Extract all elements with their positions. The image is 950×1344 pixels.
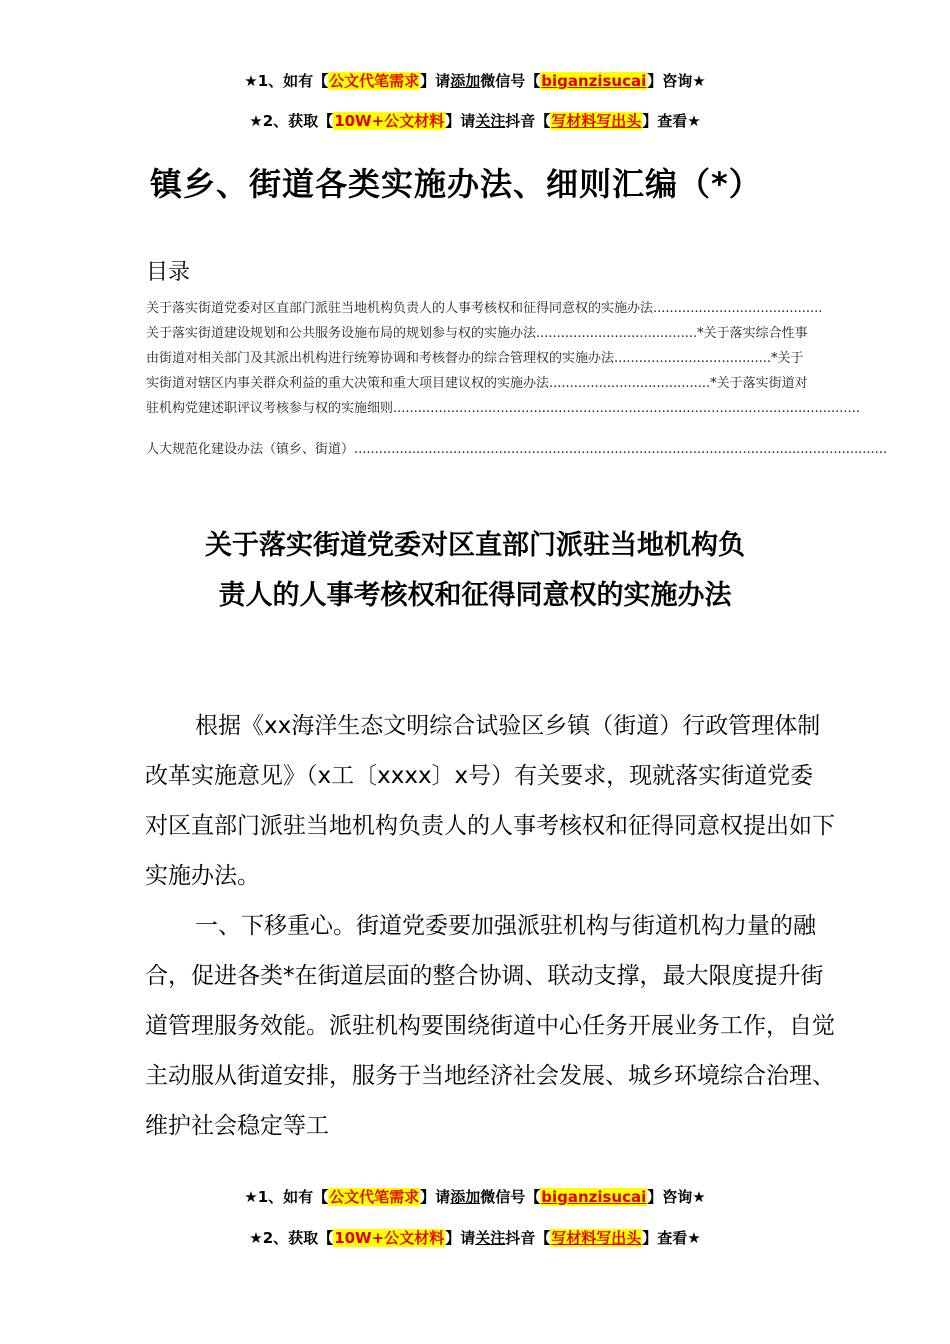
paragraph: 一、下移重心。街道党委要加强派驻机构与街道机构力量的融合，促进各类*在街道层面的整合协调、联动支撑，最大限度提升街道管理服务效能。派驻机构要围绕街道中心任务开展业务工作，自觉主动服从街道安排，服务于当地经济社会发展、城乡环境综合治理、维护社会稳定等工 — [145, 913, 835, 1139]
body-text — [145, 701, 835, 1151]
banner-wechat-id: biganzisucai — [541, 72, 647, 90]
toc-entry[interactable]: 人大规范化建设办法（镇乡、街道）................................................................................................................................. — [146, 442, 888, 457]
promo-banner-top-2 — [0, 110, 950, 132]
banner-text: 抖音【 — [505, 1229, 551, 1247]
paragraph: 根据《xx海洋生态文明综合试验区乡镇（街道）行政管理体制改革实施意见》（x工〔xxxx〕x号）有关要求，现就落实街道党委对区直部门派驻当地机构负责人的人事考核权和征得同意权提出如下实施办法。 — [145, 713, 835, 889]
banner-prefix: ★2、获取【 — [249, 1229, 334, 1247]
banner-text: 抖音【 — [505, 112, 551, 130]
document-title: 镇乡、街道各类实施办法、细则汇编（*） — [150, 165, 762, 203]
banner-wechat-id: biganzisucai — [541, 1188, 647, 1206]
toc-entry[interactable]: 实街道对辖区内事关群众利益的重大决策和重大项目建议权的实施办法.......................................*关于落实街道对 — [146, 376, 808, 391]
banner-emphasis: 添加 — [450, 72, 481, 90]
banner-text: 微信号【 — [480, 1188, 541, 1206]
banner-douyin-id: 写材料写出头 — [551, 1229, 642, 1247]
banner-prefix: ★1、如有【 — [244, 1188, 329, 1206]
banner-text: 】请 — [420, 72, 451, 90]
banner-text: 】请 — [420, 1188, 451, 1206]
banner-prefix: ★2、获取【 — [249, 112, 334, 130]
toc-entry[interactable]: 由街道对相关部门及其派出机构进行统筹协调和考核督办的综合管理权的实施办法......................................*关于 — [146, 351, 804, 366]
banner-emphasis: 关注 — [475, 112, 506, 130]
banner-highlight: 10W+公文材料 — [334, 112, 445, 130]
banner-prefix: ★1、如有【 — [244, 72, 329, 90]
banner-suffix: 】咨询★ — [647, 72, 706, 90]
banner-text: 微信号【 — [480, 72, 541, 90]
section-title-line-1: 关于落实街道党委对区直部门派驻当地机构负 — [205, 530, 745, 561]
toc-entry[interactable]: 关于落实街道建设规划和公共服务设施布局的规划参与权的实施办法.......................................*关于落实综合性事 — [146, 326, 808, 341]
promo-banner-bottom-1 — [0, 1186, 950, 1208]
banner-text: 】请 — [445, 1229, 476, 1247]
banner-emphasis: 添加 — [450, 1188, 481, 1206]
toc-entry[interactable]: 关于落实街道党委对区直部门派驻当地机构负责人的人事考核权和征得同意权的实施办法......................................... — [146, 301, 823, 316]
banner-suffix: 】查看★ — [642, 112, 701, 130]
toc-entry[interactable]: 驻机构党建述职评议考核参与权的实施细则................................................................................................................. — [146, 401, 860, 416]
banner-highlight: 10W+公文材料 — [334, 1229, 445, 1247]
banner-highlight: 公文代笔需求 — [329, 1188, 420, 1206]
toc-heading: 目录 — [146, 260, 191, 285]
banner-text: 】请 — [445, 112, 476, 130]
section-title-line-2: 责人的人事考核权和征得同意权的实施办法 — [218, 580, 732, 611]
banner-douyin-id: 写材料写出头 — [551, 112, 642, 130]
banner-suffix: 】查看★ — [642, 1229, 701, 1247]
banner-highlight: 公文代笔需求 — [329, 72, 420, 90]
banner-emphasis: 关注 — [475, 1229, 506, 1247]
promo-banner-bottom-2 — [0, 1227, 950, 1249]
banner-suffix: 】咨询★ — [647, 1188, 706, 1206]
promo-banner-top-1 — [0, 70, 950, 92]
